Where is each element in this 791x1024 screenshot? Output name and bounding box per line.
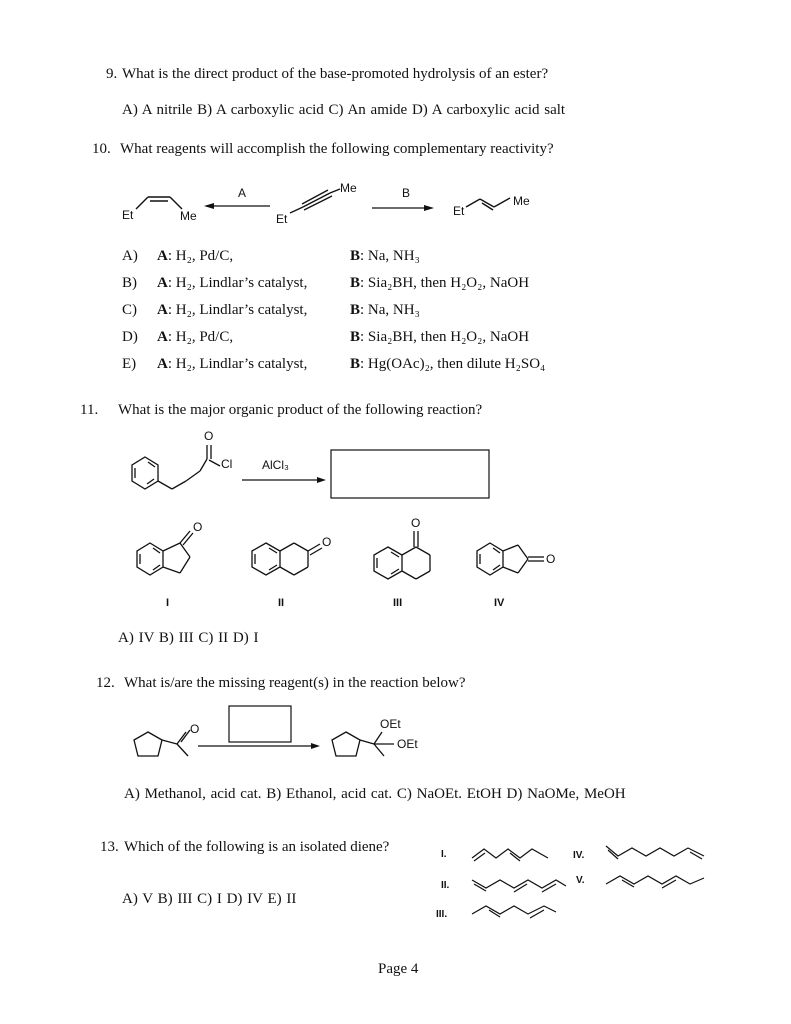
q10-option-c-reagent-a xyxy=(157,302,307,319)
q11-number: 11. xyxy=(80,402,99,418)
alkyne-structure xyxy=(290,189,340,213)
q10-number: 10. xyxy=(92,141,111,157)
structure-iv-label: IV xyxy=(494,597,505,609)
q11-reaction-scheme xyxy=(0,425,791,515)
q12-product xyxy=(332,732,394,756)
option-text: : Sia₂BH, then H₂O₂, NaOH xyxy=(360,329,530,345)
q11-o-label: O xyxy=(204,429,214,443)
label-b: B xyxy=(350,275,361,291)
option-text: : Hg(OAc)₂, then dilute H₂SO₄ xyxy=(360,356,546,372)
option-text: : H₂, Pd/C, xyxy=(167,329,234,345)
structure-iii-o-label: O xyxy=(411,516,421,530)
diene-ii-label: II. xyxy=(441,880,450,891)
q10-option-c-letter: C) xyxy=(122,302,137,318)
label-a: A xyxy=(157,302,168,318)
q10-option-e-reagent-b xyxy=(350,356,545,373)
q10-option-e-reagent-a xyxy=(157,356,307,373)
q10-label-a: A xyxy=(238,186,247,200)
q9-options: A) A nitrile B) A carboxylic acid C) An amide D) A carboxylic acid salt xyxy=(122,102,566,118)
structure-ii-label: II xyxy=(278,597,285,609)
structure-iii xyxy=(374,531,430,579)
option-text: : Na, NH₃ xyxy=(360,302,420,318)
structure-ii-o-label: O xyxy=(322,535,332,549)
q11-reagent-label: AlCl₃ xyxy=(262,458,289,472)
q11-arrow-head xyxy=(317,477,326,483)
q12-arrow-head xyxy=(311,743,320,749)
structure-i-o-label: O xyxy=(193,520,203,534)
q11-candidate-structures xyxy=(0,515,791,615)
q12-starting-material xyxy=(134,730,190,756)
trans-alkene-structure xyxy=(466,198,510,210)
diene-iv xyxy=(606,846,704,859)
label-a: A xyxy=(157,248,168,264)
q12-oet-bottom: OEt xyxy=(397,737,418,751)
label-b: B xyxy=(350,302,361,318)
q12-question-text: What is/are the missing reagent(s) in the reaction below? xyxy=(124,675,466,691)
option-text: : Sia₂BH, then H₂O₂, NaOH xyxy=(360,275,530,291)
q10-option-e-letter: E) xyxy=(122,356,137,372)
q10-option-d-letter: D) xyxy=(122,329,138,345)
arrow-b-head xyxy=(424,205,434,211)
structure-iv xyxy=(477,543,544,575)
q10-label-b: B xyxy=(402,186,411,200)
q10-option-a-letter: A) xyxy=(122,248,138,264)
q10-option-c-reagent-b xyxy=(350,302,420,319)
q10-question-text: What reagents will accomplish the following complementary reactivity? xyxy=(120,141,554,157)
q9-number: 9. xyxy=(106,66,118,82)
diene-v-label: V. xyxy=(576,875,585,886)
q13-question-text: Which of the following is an isolated diene? xyxy=(124,839,390,855)
q12-oet-top: OEt xyxy=(380,717,401,731)
option-text: : H₂, Lindlar’s catalyst, xyxy=(167,275,308,291)
q12-reagent-box[interactable] xyxy=(229,706,291,742)
label-b: B xyxy=(350,248,361,264)
q10-option-a-reagent-a xyxy=(157,248,233,265)
q10-option-b-reagent-b xyxy=(350,275,529,292)
q12-o-label: O xyxy=(190,722,200,736)
q13-options: A) V B) III C) I D) IV E) II xyxy=(122,891,297,907)
diene-v xyxy=(606,876,704,888)
structure-iv-o-label: O xyxy=(546,552,556,566)
cis-alkene-structure xyxy=(136,197,182,209)
q13-number: 13. xyxy=(100,839,119,855)
q11-question-text: What is the major organic product of the following reaction? xyxy=(118,402,483,418)
diene-i-label: I. xyxy=(441,849,447,860)
arrow-a-head xyxy=(204,203,214,209)
q10-et-center: Et xyxy=(276,212,288,226)
option-text: : H₂, Lindlar’s catalyst, xyxy=(167,302,308,318)
diene-i xyxy=(472,849,548,861)
q11-answer-box[interactable] xyxy=(331,450,489,498)
structure-i xyxy=(137,531,193,575)
structure-iii-label: III xyxy=(393,597,403,609)
q12-options: A) Methanol, acid cat. B) Ethanol, acid cat. C) NaOEt. EtOH D) NaOMe, MeOH xyxy=(124,786,626,802)
label-b: B xyxy=(350,356,361,372)
q9-question-text: What is the direct product of the base-promoted hydrolysis of an ester? xyxy=(122,66,549,82)
q10-me-right: Me xyxy=(513,194,530,208)
q11-cl-label: Cl xyxy=(221,457,233,471)
diene-ii xyxy=(472,880,566,892)
diene-iv-label: IV. xyxy=(573,850,585,861)
page-number: Page 4 xyxy=(378,961,419,977)
q10-option-d-reagent-a xyxy=(157,329,233,346)
q12-number: 12. xyxy=(96,675,115,691)
diene-iii-label: III. xyxy=(436,909,448,920)
label-a: A xyxy=(157,329,168,345)
q10-option-b-reagent-a xyxy=(157,275,307,292)
starting-material-structure xyxy=(132,445,220,489)
q10-me-center: Me xyxy=(340,181,357,195)
q13-diene-structures xyxy=(0,838,791,928)
structure-i-label: I xyxy=(166,597,170,609)
q10-option-b-letter: B) xyxy=(122,275,137,291)
label-a: A xyxy=(157,275,168,291)
q10-et-left: Et xyxy=(122,208,134,222)
label-b: B xyxy=(350,329,361,345)
structure-ii xyxy=(252,543,322,575)
option-text: : H₂, Lindlar’s catalyst, xyxy=(167,356,308,372)
q10-option-a-reagent-b xyxy=(350,248,420,265)
label-a: A xyxy=(157,356,168,372)
diene-iii xyxy=(472,906,556,918)
q12-reaction-scheme xyxy=(0,700,791,780)
q10-me-left: Me xyxy=(180,209,197,223)
option-text: : Na, NH₃ xyxy=(360,248,420,264)
option-text: : H₂, Pd/C, xyxy=(167,248,234,264)
q10-option-d-reagent-b xyxy=(350,329,529,346)
q10-reaction-scheme xyxy=(0,175,791,255)
q11-options: A) IV B) III C) II D) I xyxy=(118,630,259,646)
q10-et-right: Et xyxy=(453,204,465,218)
